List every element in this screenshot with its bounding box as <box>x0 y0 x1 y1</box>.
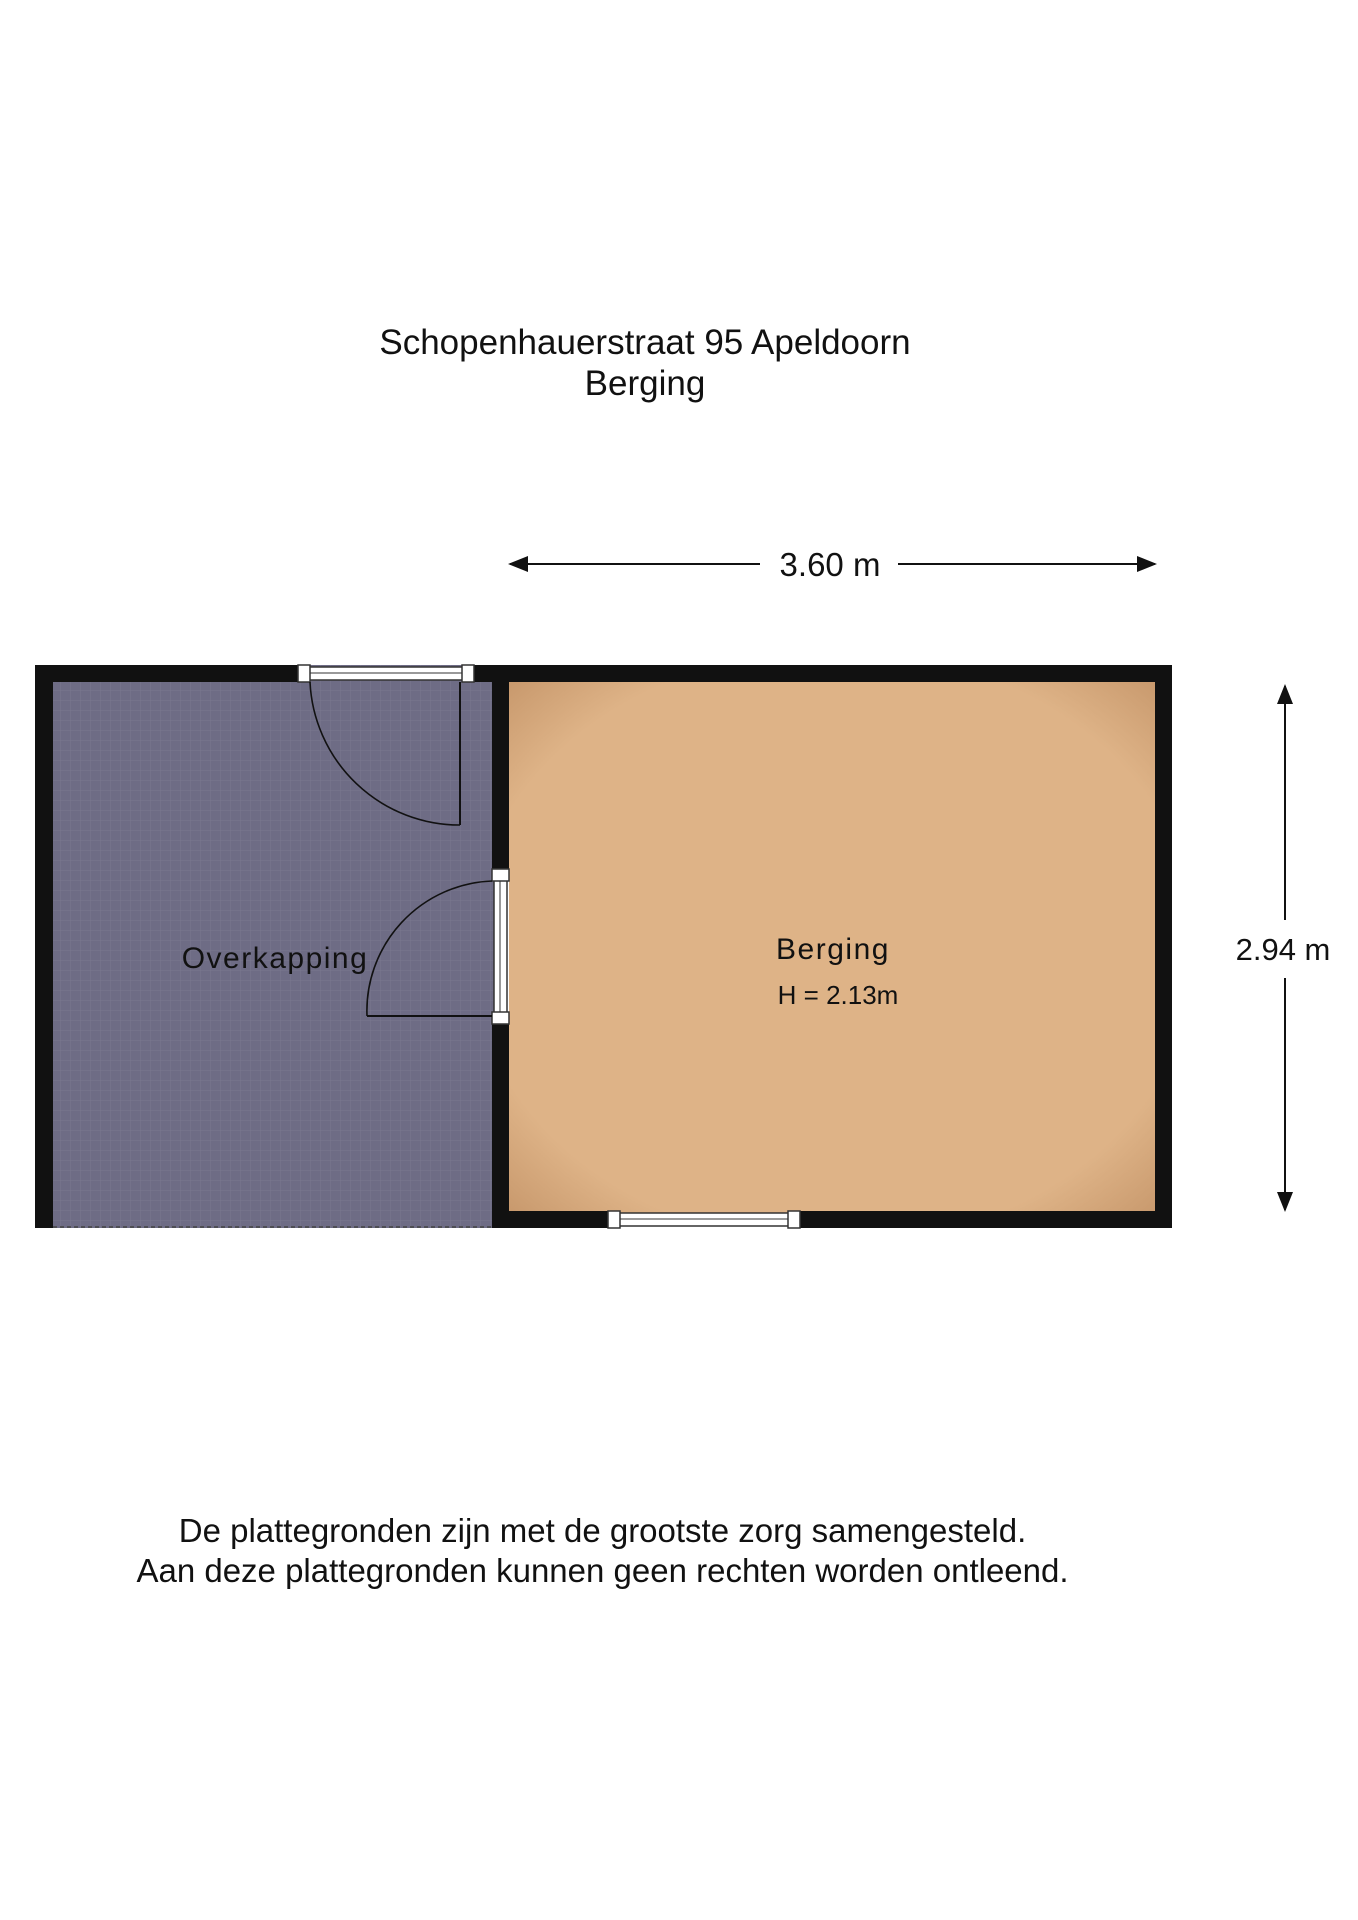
address-title: Schopenhauerstraat 95 Apeldoorn <box>379 323 911 362</box>
covered-area-label: Overkapping <box>181 942 369 975</box>
width-label: 3.60 m <box>779 546 881 583</box>
floor-title: Berging <box>584 364 706 403</box>
disclaimer-line-2: Aan deze plattegronden kunnen geen rechten worden ontleend. <box>136 1552 1069 1589</box>
bottom-window <box>608 1211 800 1228</box>
disclaimer <box>0 1511 1205 1591</box>
depth-dimension <box>1236 686 1331 1210</box>
storage-height: H = 2.13m <box>777 980 899 1010</box>
depth-label: 2.94 m <box>1235 932 1331 967</box>
storage-label: Berging <box>776 933 890 966</box>
width-dimension <box>510 546 1155 583</box>
disclaimer-line-1: De plattegronden zijn met de grootste zorg samengesteld. <box>178 1512 1027 1549</box>
